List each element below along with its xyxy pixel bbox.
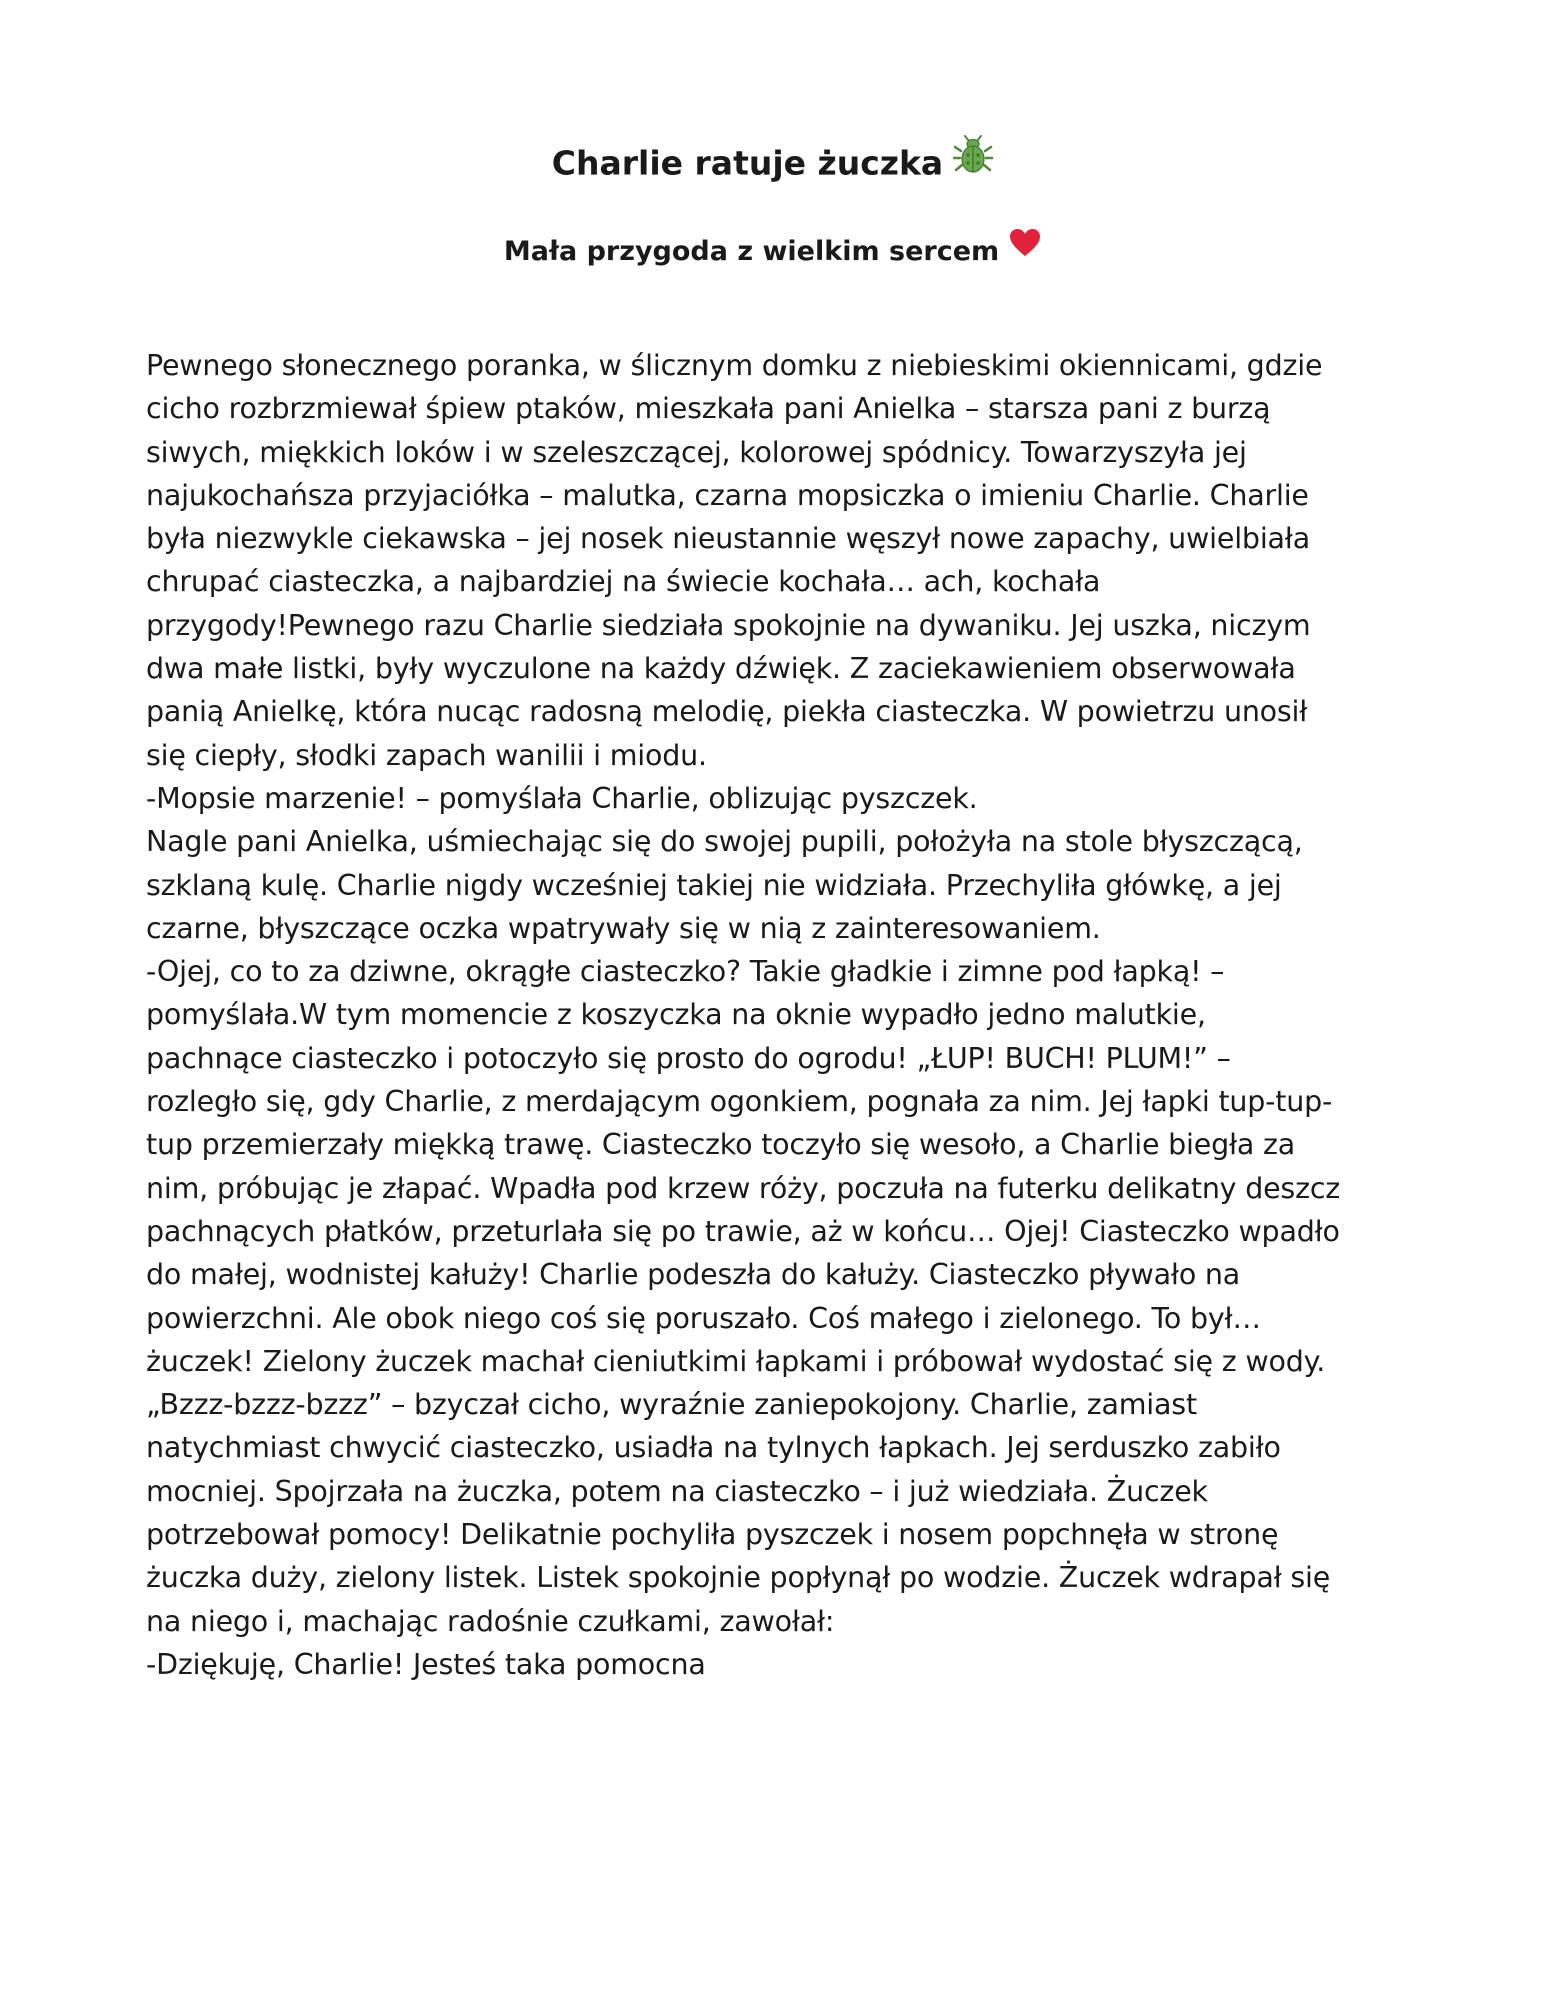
- story-line: nim, próbując je złapać. Wpadła pod krzew róży, poczuła na futerku delikatny deszcz: [146, 1171, 1341, 1205]
- story-line: cicho rozbrzmiewał śpiew ptaków, mieszkała pani Anielka – starsza pani z burzą: [146, 392, 1271, 426]
- story-line: pachnące ciasteczko i potoczyło się prosto do ogrodu! „ŁUP! BUCH! PLUM!” –: [146, 1041, 1231, 1075]
- story-line: na niego i, machając radośnie czułkami, zawołał:: [146, 1604, 835, 1638]
- story-line: Pewnego słonecznego poranka, w ślicznym domku z niebieskimi okiennicami, gdzie: [146, 349, 1323, 382]
- story-line: pachnących płatków, przeturlała się po trawie, aż w końcu… Ojej! Ciasteczko wpadło: [146, 1214, 1340, 1248]
- story-line: siwych, miękkich loków i w szeleszczącej, kolorowej spódnicy. Towarzyszyła jej: [146, 435, 1247, 469]
- story-line: najukochańsza przyjaciółka – malutka, czarna mopsiczka o imieniu Charlie. Charlie: [146, 478, 1309, 512]
- story-line: „Bzzz-bzzz-bzzz” – bzyczał cicho, wyraźnie zaniepokojony. Charlie, zamiast: [146, 1388, 1197, 1422]
- story-line: Nagle pani Anielka, uśmiechając się do swojej pupili, położyła na stole błyszczącą,: [146, 825, 1303, 859]
- story-line: szklaną kulę. Charlie nigdy wcześniej takiej nie widziała. Przechyliła główkę, a jej: [146, 868, 1282, 902]
- story-title-text: Charlie ratuje żuczka: [551, 143, 944, 183]
- story-line: -Dziękuję, Charlie! Jesteś taka pomocna: [146, 1647, 706, 1681]
- story-line: -Ojej, co to za dziwne, okrągłe ciasteczko? Takie gładkie i zimne pod łapką! –: [146, 955, 1225, 989]
- story-line: się ciepły, słodki zapach wanilii i miodu.: [146, 738, 707, 772]
- story-title: [0, 138, 1545, 192]
- story-line: mocniej. Spojrzała na żuczka, potem na ciasteczko – i już wiedziała. Żuczek: [146, 1474, 1208, 1508]
- story-line: panią Anielkę, która nucąc radosną melodię, piekła ciasteczka. W powietrzu unosił: [146, 695, 1308, 729]
- story-line: potrzebował pomocy! Delikatnie pochyliła pyszczek i nosem popchnęła w stronę: [146, 1518, 1279, 1552]
- story-line: była niezwykle ciekawska – jej nosek nieustannie węszył nowe zapachy, uwielbiała: [146, 522, 1310, 556]
- story-line: pomyślała.W tym momencie z koszyczka na oknie wypadło jedno malutkie,: [146, 998, 1206, 1032]
- story-subtitle: [0, 230, 1545, 275]
- story-subtitle-text: Mała przygoda z wielkim sercem: [503, 236, 1000, 267]
- story-body: [146, 344, 1406, 1686]
- story-line: powierzchni. Ale obok niego coś się poruszało. Coś małego i zielonego. To był…: [146, 1301, 1261, 1335]
- beetle-icon: [953, 135, 993, 189]
- story-line: natychmiast chwycić ciasteczko, usiadła na tylnych łapkach. Jej serduszko zabiło: [146, 1431, 1281, 1465]
- story-line: żuczek! Zielony żuczek machał cieniutkimi łapkami i próbował wydostać się z wody.: [146, 1344, 1326, 1378]
- story-line: przygody!Pewnego razu Charlie siedziała spokojnie na dywaniku. Jej uszka, niczym: [146, 608, 1311, 642]
- story-line: czarne, błyszczące oczka wpatrywały się w nią z zainteresowaniem.: [146, 911, 1101, 945]
- story-line: chrupać ciasteczka, a najbardziej na świecie kochała… ach, kochała: [146, 565, 1101, 599]
- story-line: -Mopsie marzenie! – pomyślała Charlie, oblizując pyszczek.: [146, 781, 978, 815]
- story-line: do małej, wodnistej kałuży! Charlie podeszła do kałuży. Ciasteczko pływało na: [146, 1258, 1241, 1292]
- heart-icon: [1009, 228, 1041, 272]
- story-line: rozległo się, gdy Charlie, z merdającym ogonkiem, pognała za nim. Jej łapki tup-tup-: [146, 1085, 1333, 1119]
- story-line: dwa małe listki, były wyczulone na każdy dźwięk. Z zaciekawieniem obserwowała: [146, 652, 1296, 686]
- story-line: żuczka duży, zielony listek. Listek spokojnie popłynął po wodzie. Żuczek wdrapał się: [146, 1561, 1331, 1595]
- story-line: tup przemierzały miękką trawę. Ciasteczko toczyło się wesoło, a Charlie biegła za: [146, 1128, 1296, 1162]
